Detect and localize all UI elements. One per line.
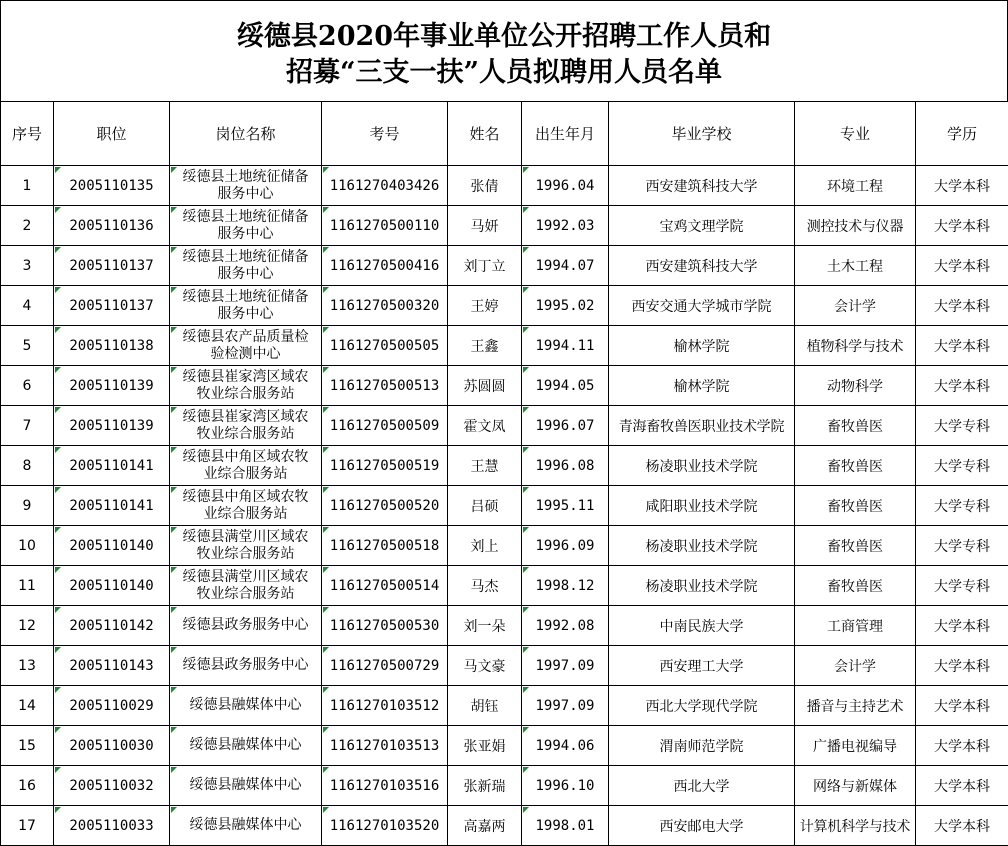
post-name-line-2: 牧业综合服务站 xyxy=(170,386,321,403)
cell-seq: 7 xyxy=(1,406,54,446)
cell-birth: 1997.09 xyxy=(522,686,609,726)
cell-position-code: 2005110032 xyxy=(54,766,170,806)
table-row xyxy=(1,406,1008,446)
cell-seq: 4 xyxy=(1,286,54,326)
post-name-line-1: 绥德县政务服务中心 xyxy=(170,617,321,634)
cell-name: 王鑫 xyxy=(448,326,522,366)
cell-degree: 大学本科 xyxy=(916,766,1008,806)
cell-name: 刘上 xyxy=(448,526,522,566)
cell-birth: 1998.12 xyxy=(522,566,609,606)
header-seq: 序号 xyxy=(1,102,54,166)
cell-school: 杨凌职业技术学院 xyxy=(609,566,795,606)
cell-post-name xyxy=(170,206,322,246)
cell-seq: 2 xyxy=(1,206,54,246)
header-name: 姓名 xyxy=(448,102,522,166)
cell-birth: 1996.07 xyxy=(522,406,609,446)
cell-post-name xyxy=(170,526,322,566)
cell-degree: 大学专科 xyxy=(916,486,1008,526)
cell-exam-no: 1161270500514 xyxy=(322,566,448,606)
cell-major: 畜牧兽医 xyxy=(795,486,916,526)
cell-birth: 1995.11 xyxy=(522,486,609,526)
cell-major: 畜牧兽医 xyxy=(795,406,916,446)
cell-seq: 5 xyxy=(1,326,54,366)
cell-position-code: 2005110141 xyxy=(54,486,170,526)
table-row xyxy=(1,726,1008,766)
cell-name: 霍文凤 xyxy=(448,406,522,446)
table-row xyxy=(1,446,1008,486)
table-row xyxy=(1,766,1008,806)
candidate-table xyxy=(0,101,1008,846)
cell-school: 西北大学现代学院 xyxy=(609,686,795,726)
cell-seq: 15 xyxy=(1,726,54,766)
cell-school: 西安邮电大学 xyxy=(609,806,795,846)
document-title-line-1: 绥德县2020年事业单位公开招聘工作人员和 xyxy=(1,1,1007,55)
cell-position-code: 2005110033 xyxy=(54,806,170,846)
cell-birth: 1998.01 xyxy=(522,806,609,846)
table-row xyxy=(1,526,1008,566)
post-name-line-1: 绥德县融媒体中心 xyxy=(170,697,321,714)
cell-school: 中南民族大学 xyxy=(609,606,795,646)
cell-seq: 13 xyxy=(1,646,54,686)
cell-exam-no: 1161270103516 xyxy=(322,766,448,806)
cell-position-code: 2005110140 xyxy=(54,526,170,566)
cell-name: 张新瑞 xyxy=(448,766,522,806)
cell-major: 测控技术与仪器 xyxy=(795,206,916,246)
cell-school: 杨凌职业技术学院 xyxy=(609,526,795,566)
header-birth: 出生年月 xyxy=(522,102,609,166)
header-degree: 学历 xyxy=(916,102,1008,166)
cell-name: 张倩 xyxy=(448,166,522,206)
cell-degree: 大学本科 xyxy=(916,646,1008,686)
cell-degree: 大学本科 xyxy=(916,726,1008,766)
table-row xyxy=(1,686,1008,726)
cell-degree: 大学专科 xyxy=(916,446,1008,486)
post-name-line-1: 绥德县土地统征储备 xyxy=(170,249,321,266)
cell-degree: 大学专科 xyxy=(916,406,1008,446)
cell-birth: 1992.08 xyxy=(522,606,609,646)
cell-major: 网络与新媒体 xyxy=(795,766,916,806)
cell-position-code: 2005110135 xyxy=(54,166,170,206)
cell-exam-no: 1161270103520 xyxy=(322,806,448,846)
cell-position-code: 2005110137 xyxy=(54,246,170,286)
table-row xyxy=(1,806,1008,846)
cell-name: 吕硕 xyxy=(448,486,522,526)
cell-seq: 8 xyxy=(1,446,54,486)
cell-name: 刘丁立 xyxy=(448,246,522,286)
cell-exam-no: 1161270500505 xyxy=(322,326,448,366)
cell-post-name xyxy=(170,766,322,806)
cell-birth: 1992.03 xyxy=(522,206,609,246)
cell-position-code: 2005110143 xyxy=(54,646,170,686)
cell-school: 西北大学 xyxy=(609,766,795,806)
cell-degree: 大学本科 xyxy=(916,326,1008,366)
cell-exam-no: 1161270103513 xyxy=(322,726,448,766)
cell-degree: 大学专科 xyxy=(916,526,1008,566)
cell-exam-no: 1161270500519 xyxy=(322,446,448,486)
cell-school: 咸阳职业技术学院 xyxy=(609,486,795,526)
post-name-line-2: 服务中心 xyxy=(170,186,321,203)
cell-exam-no: 1161270500513 xyxy=(322,366,448,406)
header-major: 专业 xyxy=(795,102,916,166)
cell-degree: 大学本科 xyxy=(916,246,1008,286)
cell-post-name xyxy=(170,406,322,446)
cell-degree: 大学本科 xyxy=(916,206,1008,246)
cell-exam-no: 1161270500518 xyxy=(322,526,448,566)
cell-birth: 1996.10 xyxy=(522,766,609,806)
cell-degree: 大学本科 xyxy=(916,686,1008,726)
cell-seq: 16 xyxy=(1,766,54,806)
cell-exam-no: 1161270500520 xyxy=(322,486,448,526)
cell-seq: 12 xyxy=(1,606,54,646)
cell-school: 宝鸡文理学院 xyxy=(609,206,795,246)
header-post-name: 岗位名称 xyxy=(170,102,322,166)
post-name-line-2: 业综合服务站 xyxy=(170,466,321,483)
cell-name: 马文豪 xyxy=(448,646,522,686)
cell-major: 畜牧兽医 xyxy=(795,526,916,566)
cell-name: 刘一朵 xyxy=(448,606,522,646)
cell-name: 张亚娟 xyxy=(448,726,522,766)
cell-degree: 大学本科 xyxy=(916,286,1008,326)
cell-name: 王婷 xyxy=(448,286,522,326)
table-row xyxy=(1,166,1008,206)
cell-post-name xyxy=(170,566,322,606)
cell-post-name xyxy=(170,286,322,326)
cell-major: 植物科学与技术 xyxy=(795,326,916,366)
cell-birth: 1994.11 xyxy=(522,326,609,366)
post-name-line-1: 绥德县满堂川区域农 xyxy=(170,569,321,586)
cell-birth: 1994.07 xyxy=(522,246,609,286)
header-exam-no: 考号 xyxy=(322,102,448,166)
cell-post-name xyxy=(170,726,322,766)
post-name-line-1: 绥德县融媒体中心 xyxy=(170,817,321,834)
header-school: 毕业学校 xyxy=(609,102,795,166)
cell-seq: 3 xyxy=(1,246,54,286)
header-row xyxy=(1,102,1008,166)
cell-major: 畜牧兽医 xyxy=(795,566,916,606)
cell-birth: 1996.08 xyxy=(522,446,609,486)
cell-major: 土木工程 xyxy=(795,246,916,286)
cell-school: 西安建筑科技大学 xyxy=(609,246,795,286)
post-name-line-1: 绥德县崔家湾区域农 xyxy=(170,409,321,426)
table-row xyxy=(1,366,1008,406)
post-name-line-1: 绥德县融媒体中心 xyxy=(170,777,321,794)
post-name-line-2: 服务中心 xyxy=(170,266,321,283)
cell-post-name xyxy=(170,686,322,726)
table-row xyxy=(1,286,1008,326)
post-name-line-1: 绥德县满堂川区域农 xyxy=(170,529,321,546)
cell-birth: 1994.06 xyxy=(522,726,609,766)
cell-post-name xyxy=(170,446,322,486)
table-row xyxy=(1,646,1008,686)
cell-position-code: 2005110139 xyxy=(54,406,170,446)
cell-degree: 大学本科 xyxy=(916,806,1008,846)
cell-position-code: 2005110138 xyxy=(54,326,170,366)
table-row xyxy=(1,206,1008,246)
cell-school: 青海畜牧兽医职业技术学院 xyxy=(609,406,795,446)
cell-seq: 9 xyxy=(1,486,54,526)
cell-exam-no: 1161270500530 xyxy=(322,606,448,646)
cell-exam-no: 1161270500320 xyxy=(322,286,448,326)
cell-seq: 10 xyxy=(1,526,54,566)
cell-birth: 1995.02 xyxy=(522,286,609,326)
cell-post-name xyxy=(170,246,322,286)
cell-degree: 大学专科 xyxy=(916,566,1008,606)
table-row xyxy=(1,326,1008,366)
table-row xyxy=(1,246,1008,286)
post-name-line-1: 绥德县农产品质量检 xyxy=(170,329,321,346)
post-name-line-2: 服务中心 xyxy=(170,306,321,323)
cell-post-name xyxy=(170,486,322,526)
cell-position-code: 2005110141 xyxy=(54,446,170,486)
cell-position-code: 2005110029 xyxy=(54,686,170,726)
cell-exam-no: 1161270500110 xyxy=(322,206,448,246)
cell-birth: 1996.09 xyxy=(522,526,609,566)
cell-post-name xyxy=(170,646,322,686)
cell-name: 高嘉两 xyxy=(448,806,522,846)
post-name-line-1: 绥德县崔家湾区域农 xyxy=(170,369,321,386)
cell-birth: 1997.09 xyxy=(522,646,609,686)
cell-major: 会计学 xyxy=(795,286,916,326)
cell-school: 榆林学院 xyxy=(609,326,795,366)
cell-major: 环境工程 xyxy=(795,166,916,206)
cell-birth: 1996.04 xyxy=(522,166,609,206)
cell-exam-no: 1161270500416 xyxy=(322,246,448,286)
post-name-line-1: 绥德县土地统征储备 xyxy=(170,209,321,226)
title-block xyxy=(0,0,1008,101)
cell-position-code: 2005110142 xyxy=(54,606,170,646)
table-row xyxy=(1,486,1008,526)
post-name-line-1: 绥德县政务服务中心 xyxy=(170,657,321,674)
cell-name: 王慧 xyxy=(448,446,522,486)
cell-school: 渭南师范学院 xyxy=(609,726,795,766)
cell-major: 计算机科学与技术 xyxy=(795,806,916,846)
cell-seq: 14 xyxy=(1,686,54,726)
cell-post-name xyxy=(170,366,322,406)
header-position-code: 职位 xyxy=(54,102,170,166)
cell-name: 马妍 xyxy=(448,206,522,246)
cell-seq: 6 xyxy=(1,366,54,406)
cell-name: 苏圆圆 xyxy=(448,366,522,406)
cell-position-code: 2005110139 xyxy=(54,366,170,406)
cell-position-code: 2005110136 xyxy=(54,206,170,246)
post-name-line-1: 绥德县融媒体中心 xyxy=(170,737,321,754)
table-body xyxy=(1,166,1008,846)
cell-seq: 17 xyxy=(1,806,54,846)
cell-position-code: 2005110030 xyxy=(54,726,170,766)
cell-name: 马杰 xyxy=(448,566,522,606)
table-row xyxy=(1,606,1008,646)
cell-seq: 11 xyxy=(1,566,54,606)
cell-major: 广播电视编导 xyxy=(795,726,916,766)
cell-major: 工商管理 xyxy=(795,606,916,646)
cell-degree: 大学本科 xyxy=(916,606,1008,646)
cell-school: 榆林学院 xyxy=(609,366,795,406)
cell-seq: 1 xyxy=(1,166,54,206)
table-row xyxy=(1,566,1008,606)
cell-major: 畜牧兽医 xyxy=(795,446,916,486)
cell-position-code: 2005110137 xyxy=(54,286,170,326)
cell-school: 西安交通大学城市学院 xyxy=(609,286,795,326)
cell-position-code: 2005110140 xyxy=(54,566,170,606)
cell-school: 杨凌职业技术学院 xyxy=(609,446,795,486)
post-name-line-1: 绥德县土地统征储备 xyxy=(170,289,321,306)
document-title-line-2: 招募“三支一扶”人员拟聘用人员名单 xyxy=(1,55,1007,91)
post-name-line-1: 绥德县中角区域农牧 xyxy=(170,449,321,466)
post-name-line-2: 牧业综合服务站 xyxy=(170,426,321,443)
cell-post-name xyxy=(170,606,322,646)
cell-exam-no: 1161270500509 xyxy=(322,406,448,446)
cell-degree: 大学本科 xyxy=(916,366,1008,406)
cell-post-name xyxy=(170,326,322,366)
cell-school: 西安理工大学 xyxy=(609,646,795,686)
cell-exam-no: 1161270103512 xyxy=(322,686,448,726)
cell-post-name xyxy=(170,166,322,206)
cell-birth: 1994.05 xyxy=(522,366,609,406)
post-name-line-2: 牧业综合服务站 xyxy=(170,546,321,563)
cell-exam-no: 1161270500729 xyxy=(322,646,448,686)
cell-post-name xyxy=(170,806,322,846)
post-name-line-2: 服务中心 xyxy=(170,226,321,243)
cell-major: 会计学 xyxy=(795,646,916,686)
cell-degree: 大学本科 xyxy=(916,166,1008,206)
cell-name: 胡钰 xyxy=(448,686,522,726)
post-name-line-1: 绥德县土地统征储备 xyxy=(170,169,321,186)
cell-major: 动物科学 xyxy=(795,366,916,406)
post-name-line-2: 牧业综合服务站 xyxy=(170,586,321,603)
cell-exam-no: 1161270403426 xyxy=(322,166,448,206)
cell-school: 西安建筑科技大学 xyxy=(609,166,795,206)
post-name-line-1: 绥德县中角区域农牧 xyxy=(170,489,321,506)
cell-major: 播音与主持艺术 xyxy=(795,686,916,726)
post-name-line-2: 验检测中心 xyxy=(170,346,321,363)
post-name-line-2: 业综合服务站 xyxy=(170,506,321,523)
